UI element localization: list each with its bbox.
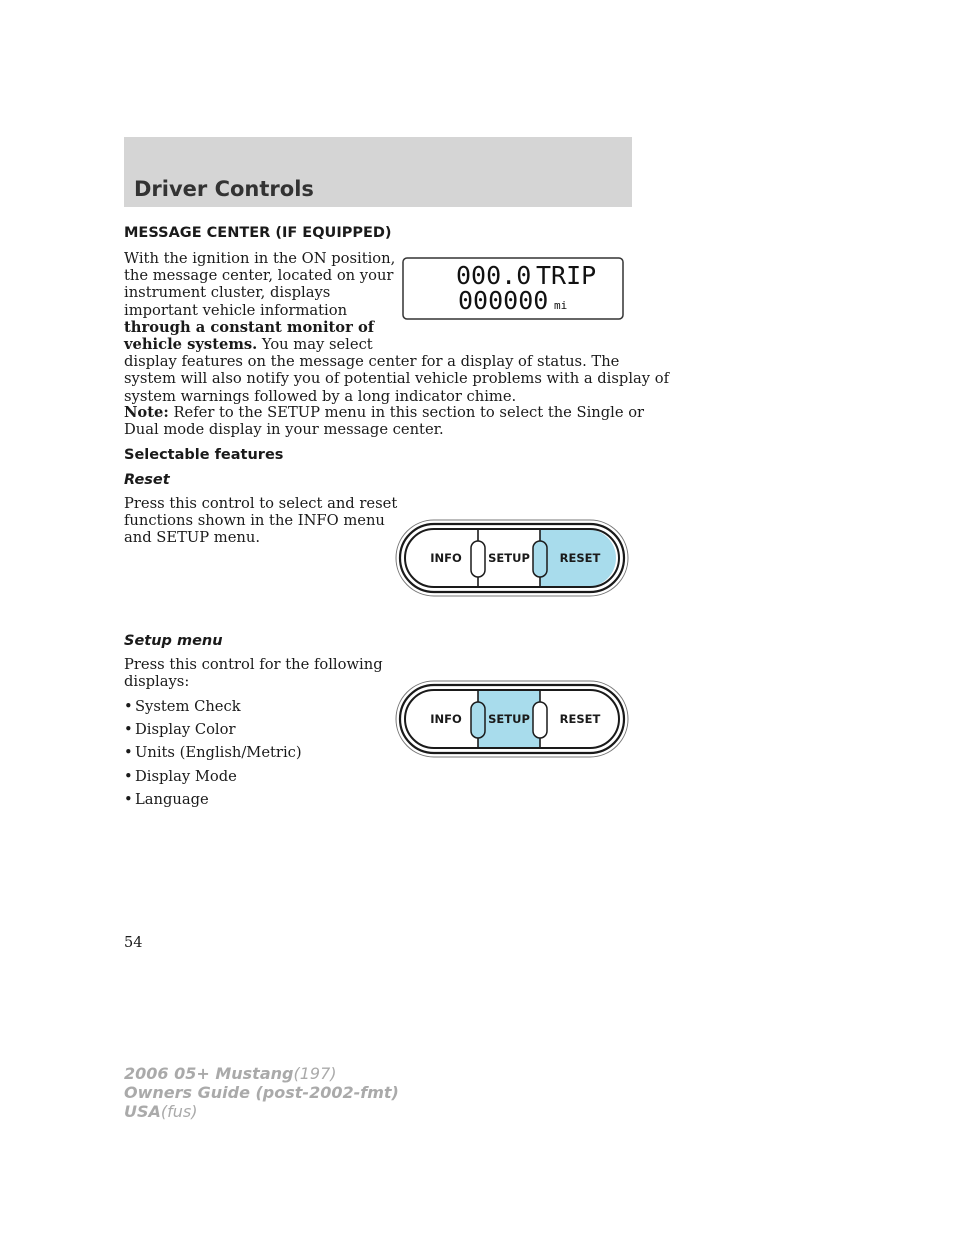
- intro-line: [124, 319, 669, 336]
- section-heading: MESSAGE CENTER (IF EQUIPPED): [124, 225, 392, 241]
- list-item: • Language: [124, 788, 302, 811]
- info-button[interactable]: INFO: [430, 712, 462, 726]
- setup-menu-list: [124, 695, 302, 811]
- bullet-icon: •: [124, 698, 133, 715]
- page-number: 54: [124, 935, 143, 951]
- reset-heading: Reset: [124, 472, 170, 488]
- bullet-icon: •: [124, 790, 133, 808]
- document-footer: [124, 1064, 399, 1121]
- setup-button[interactable]: SETUP: [488, 712, 530, 726]
- note-label: Note:: [124, 404, 169, 421]
- footer-line: USA(fus): [124, 1102, 198, 1121]
- list-item: • System Check: [124, 695, 302, 718]
- list-item: • Units (English/Metric): [124, 741, 302, 764]
- reset-paragraph: [124, 495, 397, 547]
- intro-line: instrument cluster, displays: [124, 284, 331, 302]
- control-figure-reset: [393, 517, 631, 599]
- message-center-display-figure: [402, 257, 624, 320]
- lcd-trip-value: 000.0: [456, 261, 532, 290]
- info-button[interactable]: INFO: [430, 551, 462, 565]
- list-item: • Display Color: [124, 718, 302, 741]
- intro-line: important vehicle information: [124, 301, 348, 319]
- reset-button[interactable]: RESET: [559, 551, 601, 565]
- reset-line: and SETUP menu.: [124, 529, 261, 547]
- intro-line: display features on the message center for a display of status. The: [124, 353, 620, 371]
- control-figure-setup: [393, 678, 631, 760]
- setup-line: displays:: [124, 673, 190, 691]
- bullet-icon: •: [124, 767, 133, 785]
- setup-paragraph: [124, 656, 383, 690]
- intro-bold: vehicle systems.: [124, 336, 258, 354]
- reset-line: functions shown in the INFO menu: [124, 512, 385, 530]
- intro-line: [124, 336, 669, 353]
- setup-button[interactable]: SETUP: [488, 551, 530, 565]
- intro-line: With the ignition in the ON position,: [124, 250, 396, 267]
- list-item: • Display Mode: [124, 765, 302, 788]
- bullet-icon: •: [124, 721, 133, 739]
- intro-bold: through a constant monitor of: [124, 318, 375, 336]
- intro-text: You may select: [257, 336, 373, 354]
- reset-button[interactable]: RESET: [559, 712, 601, 726]
- note-line: [124, 404, 644, 421]
- intro-line: the message center, located on your: [124, 267, 394, 285]
- footer-line: Owners Guide (post-2002-fmt): [124, 1083, 399, 1102]
- reset-line: Press this control to select and reset: [124, 495, 398, 512]
- lcd-unit: mi: [554, 299, 568, 312]
- selectable-features-heading: Selectable features: [124, 447, 284, 463]
- bullet-icon: •: [124, 744, 133, 762]
- setup-line: Press this control for the following: [124, 656, 383, 673]
- page-header-title: Driver Controls: [134, 177, 314, 201]
- intro-line: system warnings followed by a long indicator chime.: [124, 387, 517, 405]
- lcd-trip-label: TRIP: [536, 261, 597, 290]
- intro-line: system will also notify you of potential vehicle problems with a display of: [124, 370, 670, 388]
- lcd-odometer: 000000: [458, 286, 549, 315]
- setup-menu-heading: Setup menu: [124, 633, 223, 649]
- note-paragraph: [124, 404, 644, 438]
- footer-line: 2006 05+ Mustang(197): [124, 1064, 337, 1083]
- note-text: Refer to the SETUP menu in this section to select the Single or: [168, 404, 645, 421]
- note-line: Dual mode display in your message center.: [124, 421, 444, 439]
- header-band: [124, 137, 632, 207]
